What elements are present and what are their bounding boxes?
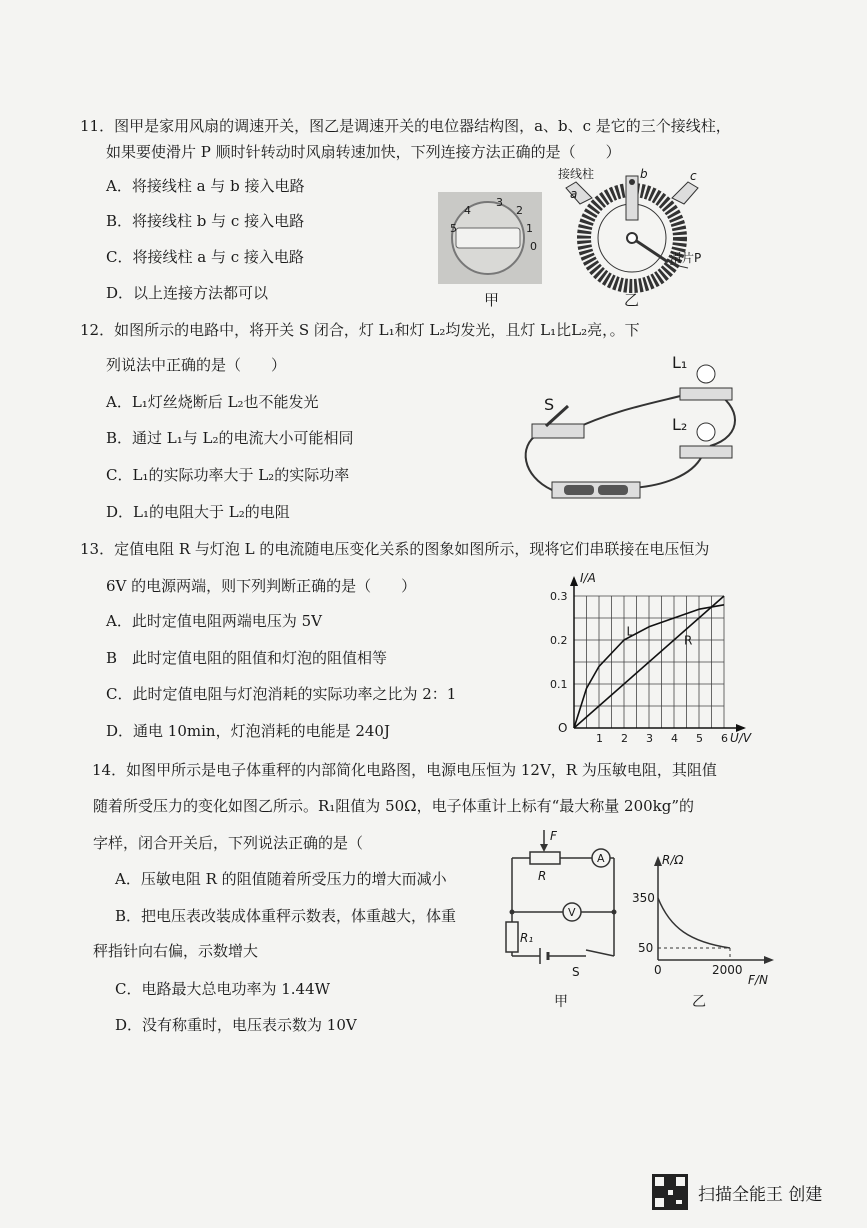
- q11-stem-line2: 如果要使滑片 P 顺时针转动时风扇转速加快，下列连接方法正确的是（ ）: [106, 143, 621, 161]
- q14-option-a: A．压敏电阻 R 的阻值随着所受压力的增大而减小: [115, 870, 447, 888]
- y-axis-label: I/A: [580, 571, 596, 585]
- q13-iv-chart: [548, 570, 758, 748]
- q11-stem-line1: 11．图甲是家用风扇的调速开关，图乙是调速开关的电位器结构图，a、b、c 是它的三个接线柱，: [80, 117, 731, 135]
- rf-y-50: 50: [638, 941, 654, 955]
- x-tick-label: 4: [671, 732, 678, 745]
- q11-figure-yi-caption: 乙: [624, 291, 640, 309]
- switch-base: [532, 424, 584, 438]
- rf-x-axis-label: F/N: [748, 973, 768, 987]
- q12-option-d: D．L₁的电阻大于 L₂的电阻: [106, 503, 290, 521]
- x-tick-label: 3: [646, 732, 653, 745]
- q13-option-b: B 此时定值电阻的阻值和灯泡的阻值相等: [106, 649, 388, 667]
- terminal-c-post: [672, 182, 698, 204]
- q13-option-c: C．此时定值电阻与灯泡消耗的实际功率之比为 2：1: [106, 685, 457, 703]
- resistor-r1: [506, 922, 518, 952]
- q14-stem-line3: 字样，闭合开关后，下列说法正确的是（: [93, 834, 364, 852]
- junction-left: [510, 910, 515, 915]
- q11-figure-jia-caption: 甲: [484, 291, 500, 309]
- x-tick-label: 2: [621, 732, 628, 745]
- y-axis-arrow: [570, 576, 578, 586]
- l1-bulb: [697, 365, 715, 383]
- terminal-b-hole: [629, 179, 635, 185]
- x-axis-label: U/V: [730, 731, 752, 745]
- q12-stem-line1: 12．如图所示的电路中，将开关 S 闭合，灯 L₁和灯 L₂均发光，且灯 L₁比L₂亮，。下: [80, 321, 640, 339]
- q13-option-d: D．通电 10min，灯泡消耗的电能是 240J: [106, 722, 390, 740]
- q12-option-b: B．通过 L₁与 L₂的电流大小可能相同: [106, 429, 354, 447]
- q12-option-c: C．L₁的实际功率大于 L₂的实际功率: [106, 466, 350, 484]
- slider-pivot: [627, 233, 637, 243]
- force-arrowhead: [540, 844, 548, 852]
- dial-number-5: 5: [450, 222, 457, 235]
- switch-label: S: [544, 395, 555, 414]
- switch-s-label: S: [572, 965, 580, 979]
- slider-p-label: 滑片P: [670, 251, 702, 265]
- ammeter-label: A: [597, 852, 605, 865]
- l2-holder: [680, 446, 732, 458]
- y-tick-label: 0.3: [550, 590, 568, 603]
- q13-stem-line1: 13．定值电阻 R 与灯泡 L 的电流随电压变化关系的图象如图所示，现将它们串联接在电压恒为: [80, 540, 710, 558]
- terminal-b-label: b: [640, 167, 648, 181]
- q12-option-a: A．L₁灯丝烧断后 L₂也不能发光: [106, 393, 319, 411]
- q14-figure-jia-caption: 甲: [554, 994, 568, 1010]
- q14-stem-line1: 14．如图甲所示是电子体重秤的内部简化电路图，电源电压恒为 12V，R 为压敏电阻，其阻值: [92, 761, 717, 779]
- q12-stem-line2: 列说法中正确的是（ ）: [106, 356, 287, 374]
- q14-figure-yi-caption: 乙: [692, 994, 706, 1010]
- x-tick-label: 1: [596, 732, 603, 745]
- battery-cell-2: [598, 485, 628, 495]
- l2-label: L₂: [672, 415, 688, 434]
- rf-curve: [658, 898, 730, 948]
- x-tick-label: 6: [721, 732, 728, 745]
- resistor-r1-label: R₁: [520, 931, 534, 945]
- rf-y-arrow: [654, 856, 662, 866]
- q11-option-d: D．以上连接方法都可以: [106, 284, 269, 302]
- l1-holder: [680, 388, 732, 400]
- q14-option-c: C．电路最大总电功率为 1.44W: [115, 980, 331, 998]
- dial-number-2: 2: [516, 204, 523, 217]
- l2-bulb: [697, 423, 715, 441]
- q14-option-d: D．没有称重时，电压表示数为 10V: [115, 1016, 357, 1034]
- q13-option-a: A．此时定值电阻两端电压为 5V: [106, 612, 322, 630]
- origin-label: O: [558, 721, 568, 735]
- q11-figure-jia: [438, 192, 542, 284]
- q14-rf-graph: [630, 850, 780, 1014]
- rf-x-arrow: [764, 956, 774, 964]
- scanner-watermark-text: 扫描全能王 创建: [698, 1184, 823, 1205]
- wire-battery-to-switch: [526, 434, 552, 490]
- dial-number-1: 1: [526, 222, 533, 235]
- rf-x-0: 0: [654, 963, 662, 977]
- terminal-label: 接线柱: [558, 167, 595, 181]
- resistor-r: [530, 852, 560, 864]
- junction-right: [612, 910, 617, 915]
- dial-number-4: 4: [464, 204, 471, 217]
- q11-option-a: A．将接线柱 a 与 b 接入电路: [106, 177, 305, 195]
- q12-circuit-figure: [512, 346, 748, 508]
- force-label: F: [550, 829, 557, 843]
- q14-circuit-figure: [498, 826, 628, 1012]
- qr-code-icon: [652, 1174, 688, 1210]
- scanner-watermark: [652, 1172, 822, 1212]
- terminal-a-label: a: [570, 187, 578, 201]
- x-tick-label: 5: [696, 732, 703, 745]
- dial-grip-bar: [456, 228, 520, 248]
- voltmeter-label: V: [568, 906, 576, 919]
- q11-option-c: C．将接线柱 a 与 c 接入电路: [106, 248, 304, 266]
- y-tick-label: 0.1: [550, 678, 568, 691]
- rf-y-axis-label: R/Ω: [662, 853, 684, 867]
- switch-blade: [586, 950, 614, 956]
- series-label-r: R: [684, 633, 693, 648]
- q14-option-b-line2: 秤指针向右偏，示数增大: [93, 942, 259, 960]
- wire-l2-to-battery: [632, 456, 702, 488]
- q14-stem-line2: 随着所受压力的变化如图乙所示。R₁阻值为 50Ω，电子体重计上标有“最大称量 200kg”的: [93, 797, 695, 815]
- terminal-c-label: c: [690, 169, 697, 183]
- battery-cell-1: [564, 485, 594, 495]
- dial-number-3: 3: [496, 196, 503, 209]
- q11-option-b: B．将接线柱 b 与 c 接入电路: [106, 212, 305, 230]
- rf-y-350: 350: [632, 891, 655, 905]
- q14-option-b-line1: B．把电压表改装成体重秤示数表，体重越大，体重: [115, 907, 457, 925]
- y-tick-label: 0.2: [550, 634, 568, 647]
- q11-figure-yi: [556, 164, 726, 298]
- q13-stem-line2: 6V 的电源两端，则下列判断正确的是（ ）: [106, 577, 417, 595]
- l1-label: L₁: [672, 353, 688, 372]
- series-label-l: L: [626, 624, 634, 639]
- resistor-r-label: R: [538, 869, 547, 883]
- rf-x-2000: 2000: [712, 963, 743, 977]
- dial-number-0: 0: [530, 240, 537, 253]
